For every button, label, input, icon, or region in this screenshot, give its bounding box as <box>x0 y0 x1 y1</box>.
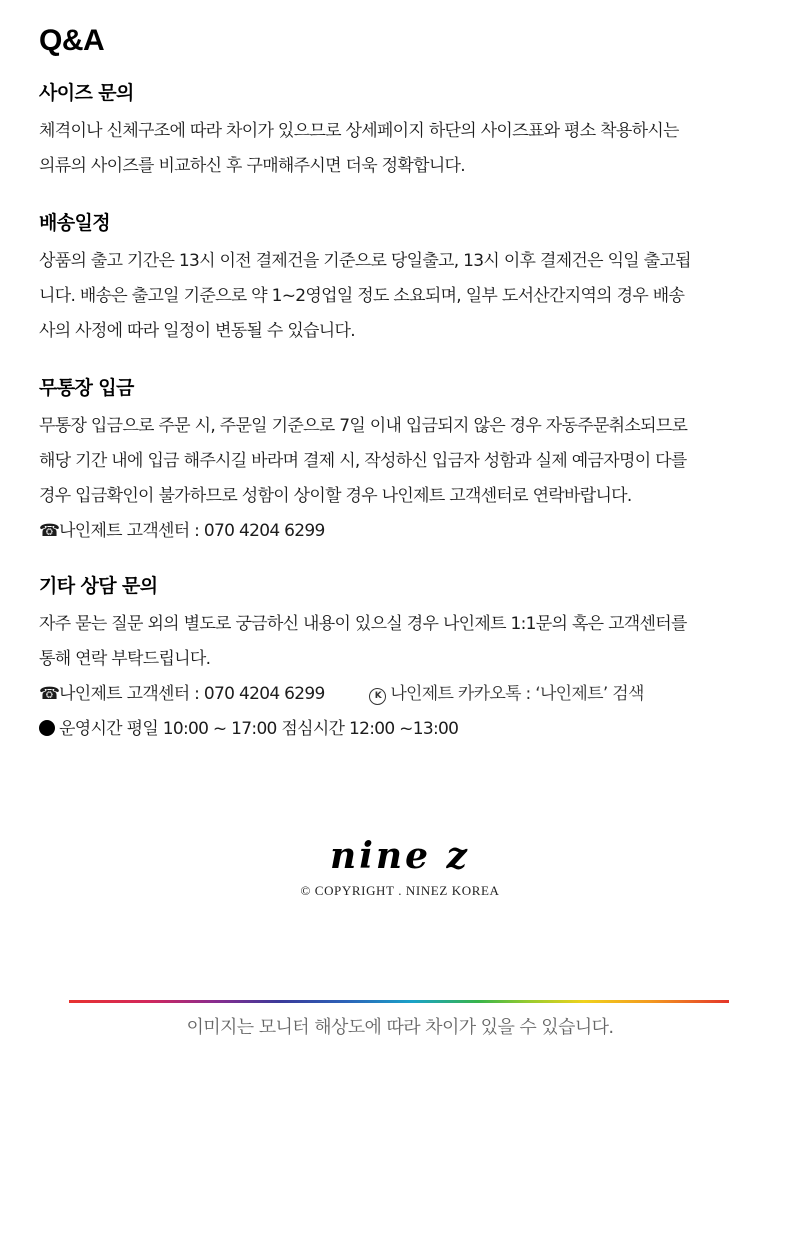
copyright-text: © COPYRIGHT . NINEZ KOREA <box>300 883 500 898</box>
size-inquiry-body <box>39 114 763 184</box>
monitor-resolution-notice: 이미지는 모니터 해상도에 따라 차이가 있을 수 있습니다. <box>186 1017 614 1038</box>
body-line: 체격이나 신체구조에 따라 차이가 있으므로 상세페이지 하단의 사이즈표와 평소 착용하시는 <box>39 121 679 141</box>
body-line: 자주 묻는 질문 외의 별도로 궁금하신 내용이 있으실 경우 나인제트 1:1문의 혹은 고객센터를 <box>39 614 687 634</box>
size-inquiry-section <box>39 80 763 184</box>
body-line: 의류의 사이즈를 비교하신 후 구매해주시면 더욱 정확합니다. <box>39 156 465 176</box>
other-inquiry-body <box>39 607 763 747</box>
customer-center-phone: 나인제트 고객센터 : 070 4204 6299 <box>59 684 325 704</box>
operating-hours-text: 운영시간 평일 10:00 ~ 17:00 점심시간 12:00 ~13:00 <box>59 719 459 739</box>
page-title: Q&A <box>39 24 105 57</box>
customer-center-line <box>39 514 763 549</box>
kakaotalk-text: 나인제트 카카오톡 : ‘나인제트’ 검색 <box>390 684 644 704</box>
bank-deposit-body <box>39 409 763 549</box>
body-line: 경우 입금확인이 불가하므로 성함이 상이할 경우 나인제트 고객센터로 연락바랍니다. <box>39 486 632 506</box>
operating-hours-line <box>39 712 763 747</box>
other-inquiry-section <box>39 573 763 747</box>
shipping-schedule-heading: 배송일정 <box>39 212 111 234</box>
customer-center-phone: 나인제트 고객센터 : 070 4204 6299 <box>59 521 325 541</box>
rainbow-divider <box>69 1000 729 1003</box>
body-line: 사의 사정에 따라 일정이 변동될 수 있습니다. <box>39 321 355 341</box>
shipping-schedule-body <box>39 244 763 349</box>
body-line: 통해 연락 부탁드립니다. <box>39 649 211 669</box>
size-inquiry-heading: 사이즈 문의 <box>39 82 134 104</box>
brand-logo: nine z <box>330 835 470 877</box>
body-line: 무통장 입금으로 주문 시, 주문일 기준으로 7일 이내 입금되지 않은 경우 자동주문취소되므로 <box>39 416 688 436</box>
body-line: 상품의 출고 기간은 13시 이전 결제건을 기준으로 당일출고, 13시 이후 결제건은 익일 출고됩 <box>39 251 691 271</box>
body-line: 해당 기간 내에 입금 해주시길 바라며 결제 시, 작성하신 입금자 성함과 실제 예금자명이 다를 <box>39 451 687 471</box>
phone-icon: ☎ <box>39 521 60 541</box>
body-line: 니다. 배송은 출고일 기준으로 약 1~2영업일 정도 소요되며, 일부 도서산간지역의 경우 배송 <box>39 286 685 306</box>
bank-deposit-heading: 무통장 입금 <box>39 377 134 399</box>
bullet-dot-icon <box>39 720 55 736</box>
phone-icon: ☎ <box>39 684 60 704</box>
bank-deposit-section <box>39 375 763 549</box>
kakaotalk-contact <box>369 677 643 712</box>
contact-line <box>39 677 763 712</box>
kakaotalk-icon: K <box>369 688 386 705</box>
brand-footer <box>0 834 800 900</box>
shipping-schedule-section <box>39 210 763 349</box>
other-inquiry-heading: 기타 상담 문의 <box>39 575 158 597</box>
